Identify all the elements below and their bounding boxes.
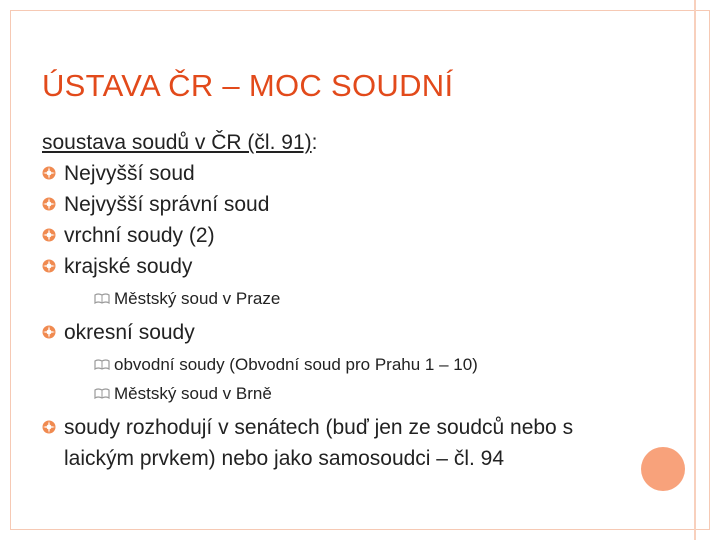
court-list bbox=[42, 158, 642, 474]
intro-line bbox=[42, 127, 642, 158]
book-bullet-icon bbox=[94, 388, 110, 399]
fleuron-bullet-icon bbox=[42, 420, 56, 434]
list-item-text: Nejvyšší soud bbox=[64, 162, 195, 185]
book-bullet-icon bbox=[94, 293, 110, 304]
sub-list-item-text: Městský soud v Praze bbox=[114, 289, 281, 308]
sub-list-item bbox=[64, 284, 642, 313]
fleuron-bullet-icon bbox=[42, 259, 56, 273]
list-item bbox=[42, 189, 642, 220]
book-bullet-icon bbox=[94, 359, 110, 370]
decorative-circle bbox=[641, 447, 685, 491]
list-item bbox=[42, 251, 642, 313]
list-item bbox=[42, 158, 642, 189]
slide-title: ÚSTAVA ČR – MOC SOUDNÍ bbox=[42, 68, 454, 103]
decorative-rule bbox=[694, 0, 696, 540]
fleuron-bullet-icon bbox=[42, 197, 56, 211]
list-item-text: okresní soudy bbox=[64, 321, 195, 344]
list-item bbox=[42, 317, 642, 408]
slide-body bbox=[42, 127, 642, 474]
fleuron-bullet-icon bbox=[42, 166, 56, 180]
list-item bbox=[42, 412, 642, 474]
sub-list bbox=[64, 284, 642, 313]
list-item-text: vrchní soudy (2) bbox=[64, 224, 215, 247]
sub-list bbox=[64, 350, 642, 408]
list-item-text: Nejvyšší správní soud bbox=[64, 193, 270, 216]
intro-heading: soustava soudů v ČR (čl. 91) bbox=[42, 131, 312, 154]
sub-list-item-text: Městský soud v Brně bbox=[114, 384, 272, 403]
fleuron-bullet-icon bbox=[42, 228, 56, 242]
intro-colon: : bbox=[311, 131, 318, 154]
sub-list-item bbox=[64, 350, 642, 379]
list-item bbox=[42, 220, 642, 251]
fleuron-bullet-icon bbox=[42, 325, 56, 339]
sub-list-item-text: obvodní soudy (Obvodní soud pro Prahu 1 – 10) bbox=[114, 355, 478, 374]
list-item-text: soudy rozhodují v senátech (buď jen ze soudců nebo s laickým prvkem) nebo jako samosoudci – čl. 94 bbox=[64, 416, 574, 470]
sub-list-item bbox=[64, 379, 642, 408]
list-item-text: krajské soudy bbox=[64, 255, 193, 278]
